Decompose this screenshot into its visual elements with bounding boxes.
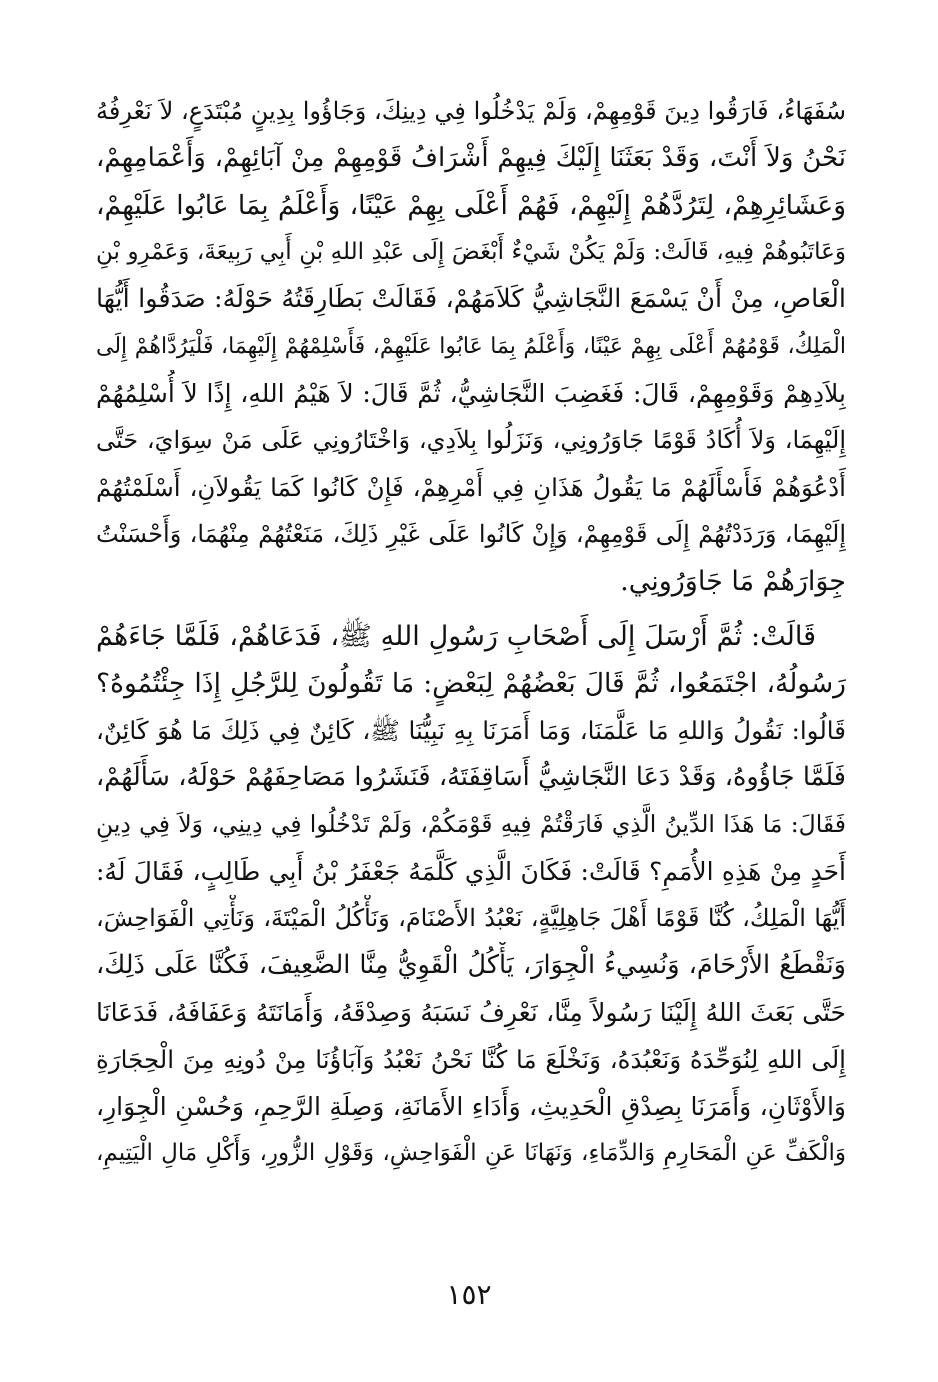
text-line: وَالأَوْثَانِ، وَأَمَرَنَا بِصِدْقِ الْحَدِيثِ، وَأَدَاءِ الأَمَانَةِ، وَصِلَةِ الرَّحِمِ، وَحُسْنِ الْجِوَارِ،	[96, 1092, 846, 1121]
page-number: ١٥٢	[446, 1278, 492, 1311]
text-line: وَعَشَائِرِهِمْ، لِتَرُدَّهُمْ إِلَيْهِمْ، فَهُمْ أَعْلَى بِهِمْ عَيْنًا، وَأَعْلَمُ بِمَا عَابُوا عَلَيْهِمْ،	[96, 190, 846, 221]
text-line: فَلَمَّا جَاؤُوهُ، وَقَدْ دَعَا النَّجَاشِيُّ أَسَاقِفَتَهُ، فَنَشَرُوا مَصَاحِفَهُمْ حَوْلَهُ، سَأَلَهُمْ،	[96, 762, 846, 792]
text-line: الْمَلِكُ، قَوْمُهُمْ أَعْلَى بِهِمْ عَيْنًا، وَأَعْلَمُ بِمَا عَابُوا عَلَيْهِمْ، فَأَسْلِمْهُمْ إِلَيْهِمَا، فَلْيَرُدَّاهُمْ إِلَى	[96, 334, 846, 359]
text-line: حَتَّى بَعَثَ اللهُ إِلَيْنَا رَسُولاً مِنَّا، نَعْرِفُ نَسَبَهُ وَصِدْقَهُ، وَأَمَانَتَهُ وَعَفَافَهُ، فَدَعَانَا	[96, 998, 846, 1027]
text-line: سُفَهَاءُ، فَارَقُوا دِينَ قَوْمِهِمْ، وَلَمْ يَدْخُلُوا فِي دِينِكَ، وَجَاؤُوا بِدِينٍ مُبْتَدَعٍ، لاَ نَعْرِفُهُ	[96, 97, 846, 125]
text-line: وَنَقْطَعُ الأَرْحَامَ، وَنُسِيءُ الْجِوَارَ، يَأْكُلُ الْقَوِيُّ مِنَّا الضَّعِيفَ، فَكُنَّا عَلَى ذَلِكَ،	[96, 950, 846, 980]
text-line: إِلَيْهِمَا، وَلاَ أُكَادُ قَوْمًا جَاوَرُونِي، وَنَزَلُوا بِلاَدِي، وَاخْتَارُونِي عَلَى مَنْ سِوَايَ، حَتَّى	[96, 426, 846, 454]
paragraph-gap	[96, 605, 846, 613]
text-line: جِوَارَهُمْ مَا جَاوَرُونِي.	[620, 566, 846, 597]
text-line: أَدْعُوَهُمْ فَأَسْأَلَهُمْ مَا يَقُولُ هَذَانِ فِي أَمْرِهِمْ، فَإِنْ كَانُوا كَمَا يَقُولاَنِ، أَسْلَمْتُهُمْ	[96, 473, 846, 502]
text-line: أَحَدٍ مِنْ هَذِهِ الأُمَمِ؟ قَالَتْ: فَكَانَ الَّذِي كَلَّمَهُ جَعْفَرُ بْنُ أَبِي طَالِبٍ، فَقَالَ لَهُ:	[96, 857, 846, 886]
text-line: أَيُّهَا الْمَلِكُ، كُنَّا قَوْمًا أَهْلَ جَاهِلِيَّةٍ، نَعْبُدُ الأَصْنَامَ، وَنَأْكُلُ الْمَيْتَةَ، وَنَأْتِي الْفَوَاحِشَ،	[96, 904, 846, 932]
text-line: وَالْكَفِّ عَنِ الْمَحَارِمِ وَالدِّمَاءِ، وَنَهَانَا عَنِ الْفَوَاحِشِ، وَقَوْلِ الزُّورِ، وَأَكْلِ مَالِ الْيَتِيمِ،	[96, 1140, 846, 1166]
text-line: قَالُوا: نَقُولُ وَاللهِ مَا عَلَّمَنَا، وَمَا أَمَرَنَا بِهِ نَبِيُّنَا ﷺ، كَائِنٌ فِي ذَلِكَ مَا هُوَ كَائِنٌ،	[96, 716, 846, 745]
text-line: إِلَيْهِمَا، وَرَدَدْتُهُمْ إِلَى قَوْمِهِمْ، وَإِنْ كَانُوا عَلَى غَيْرِ ذَلِكَ، مَنَعْتُهُمْ مِنْهُمَا، وَأَحْسَنْتُ	[96, 520, 846, 548]
text-line: بِلاَدِهِمْ وَقَوْمِهِمْ، قَالَ: فَغَضِبَ النَّجَاشِيُّ، ثُمَّ قَالَ: لاَ هَيْمُ اللهِ، إِذًا لاَ أُسْلِمُهُمْ	[96, 379, 846, 408]
text-line: فَقَالَ: مَا هَذَا الدِّينُ الَّذِي فَارَقْتُمْ فِيهِ قَوْمَكُمْ، وَلَمْ تَدْخُلُوا فِي دِينِي، وَلاَ فِي دِينِ	[96, 810, 846, 838]
text-line: إِلَى اللهِ لِنُوَحِّدَهُ وَنَعْبُدَهُ، وَنَخْلَعَ مَا كُنَّا نَحْنُ نَعْبُدُ وَآبَاؤُنَا مِنْ دُونِهِ مِنَ الْحِجَارَةِ	[96, 1045, 846, 1074]
body-text	[96, 88, 846, 1177]
text-line: نَحْنُ وَلاَ أَنْتَ، وَقَدْ بَعَثَنَا إِلَيْكَ فِيهِمْ أَشْرَافُ قَوْمِهِمْ مِنْ آبَائِهِمْ، وَأَعْمَامِهِمْ،	[96, 143, 846, 173]
text-line: رَسُولُهُ، اجْتَمَعُوا، ثُمَّ قَالَ بَعْضُهُمْ لِبَعْضٍ: مَا تَقُولُونَ لِلرَّجُلِ إِذَا جِئْتُمُوهُ؟	[96, 668, 846, 699]
text-line: وَعَاتَبُوهُمْ فِيهِ، قَالَتْ: وَلَمْ يَكُنْ شَيْءٌ أَبْغَضَ إِلَى عَبْدِ اللهِ بْنِ أَبِي رَبِيعَةَ، وَعَمْرِو بْنِ	[96, 239, 846, 265]
text-line: الْعَاصِ، مِنْ أَنْ يَسْمَعَ النَّجَاشِيُّ كَلاَمَهُمْ، فَقَالَتْ بَطَارِقَتُهُ حَوْلَهُ: صَدَقُوا أَيُّهَا	[96, 284, 846, 314]
text-line: قَالَتْ: ثُمَّ أَرْسَلَ إِلَى أَصْحَابِ رَسُولِ اللهِ ﷺ، فَدَعَاهُمْ، فَلَمَّا جَاءَهُمْ	[96, 621, 816, 652]
